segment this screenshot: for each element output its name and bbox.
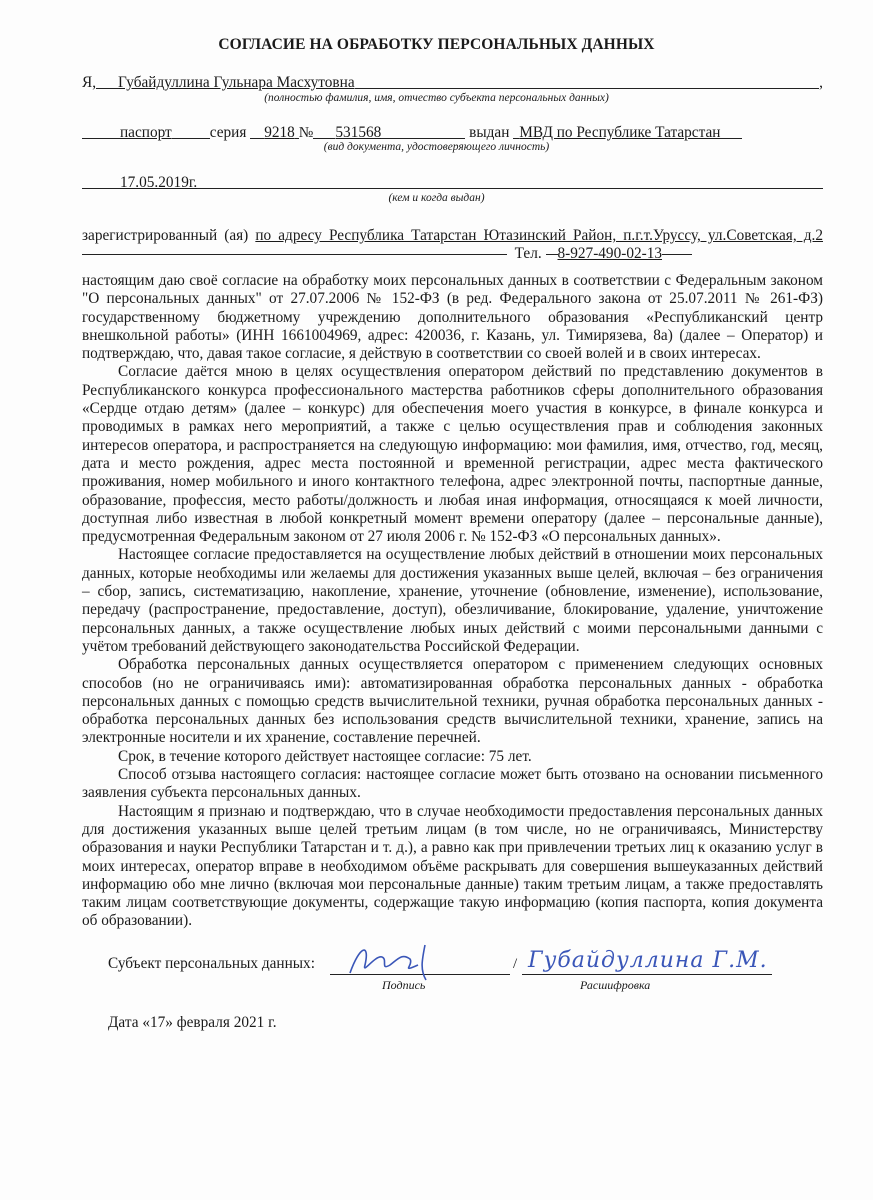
document-line	[82, 124, 823, 142]
number: 531568	[335, 124, 382, 141]
separator: /	[513, 956, 518, 972]
paragraph: Способ отзыва настоящего согласия: настоящее согласие может быть отозвано на основании письменного заявления субъекта персональных данных.	[82, 766, 823, 802]
paragraph: Срок, в течение которого действует настоящее согласие: 75 лет.	[118, 747, 532, 765]
consent-body	[82, 272, 823, 931]
decipher-caption: Расшифровка	[580, 978, 651, 992]
issue-date: 17.05.2019г.	[120, 174, 198, 191]
full-name: Губайдуллина Гульнара Масхутовна	[118, 74, 355, 91]
issue-caption: (кем и когда выдан)	[388, 192, 485, 204]
address-label: зарегистрированный (ая)	[82, 227, 249, 244]
paragraph: настоящим даю своё согласие на обработку моих персональных данных в соответствии с Федеральным законом "О персональных данных" от 27.07.2006 № 152-ФЗ (в ред. Федерального закона от 25.07.2011 № 261-ФЗ) государственному бюджетному учреждению дополнительного образования «Республиканский центр внешкольной работы» (ИНН 1661004969, адрес: 420036, г. Казань, ул. Тимирязева, 8а) (далее – Оператор) и подтверждаю, что, давая такое согласие, я действую в соответствии со своей волей и в своих интересах.	[82, 272, 823, 363]
series: 9218	[264, 124, 295, 141]
paragraph: Согласие даётся мною в целях осуществления оператором действий по представлению документов в Республиканского конкурса профессионального мастерства работников сферы дополнительного образования «Сердце отдаю детям» (далее – конкурс) для обеспечения моего участия в конкурсе, в финале конкурса и проводимых в рамках него мероприятий, а также с целью осуществления прав и соблюдения законных интересов оператора, и распространяется на следующую информацию: мои фамилия, имя, отчество, год, месяц, дата и место рождения, адрес места постоянной и временной регистрации, адрес места фактического проживания, номер мобильного и иного контактного телефона, адрес электронной почты, паспортные данные, образование, профессия, место работы/должность и любая иная информация, относящаяся к моей личности, доступная либо известная в любой конкретный момент времени оператору (далее – персональные данные), предусмотренная Федеральным законом от 27 июля 2006 г. № 152-ФЗ «О персональных данных».	[82, 363, 823, 546]
address-block	[82, 227, 823, 264]
phone-label: Тел.	[514, 245, 542, 263]
address-value: по адресу Республика Татарстан Ютазинский Район, п.г.т.Уруссу, ул.Советская, д.2	[255, 227, 823, 244]
handwritten-name: Губайдуллина Г.М.	[528, 948, 768, 973]
phone: 8-927-490-02-13	[557, 245, 663, 263]
paragraph: Обработка персональных данных осуществляется оператором с применением следующих основных способов (но не ограничиваясь ими): автоматизированная обработка персональных данных - обработка персональных данных с помощью средств вычислительной техники, ручная обработка персональных данных - обработка персональных данных без использования средств вычислительной техники, хранение, запись на электронные носители и их хранение, составление перечней.	[82, 656, 823, 747]
issued-label: выдан	[469, 124, 510, 141]
series-label: серия	[209, 124, 247, 141]
document-type: паспорт	[120, 124, 172, 141]
date-line: Дата «17» февраля 2021 г.	[108, 1014, 277, 1031]
signature-caption: Подпись	[382, 978, 426, 992]
handwritten-signature-icon	[330, 935, 470, 985]
issued-by: МВД по Республике Татарстан	[519, 124, 721, 141]
full-name-line: Я, Губайдуллина Гульнара Масхутовна ,	[82, 74, 823, 91]
paragraph: Настоящим я признаю и подтверждаю, что в случае необходимости предоставления персональных данных для достижения указанных выше целей третьим лицам (в том числе, но не ограничиваясь, Министерству образования и науки Республики Татарстан и т. д.), а равно как при привлечении третьих лиц к оказанию услуг в моих интересах, оператор вправе в необходимом объёме раскрывать для совершения вышеуказанных действий информацию обо мне лично (включая мои персональные данные) таким третьим лицам, а также предоставлять таким лицам соответствующие документы, содержащие такую информацию (копия паспорта, копия документа об образовании).	[82, 802, 823, 930]
full-name-caption: (полностью фамилия, имя, отчество субъекта персональных данных)	[264, 92, 609, 104]
number-label: №	[298, 124, 314, 141]
issue-date-line	[82, 174, 823, 192]
document-caption: (вид документа, удостоверяющего личность)	[323, 141, 550, 153]
decipher-line	[522, 974, 772, 975]
paragraph: Настоящее согласие предоставляется на осуществление любых действий в отношении моих персональных данных, которые необходимы или желаемы для достижения указанных выше целей, включая – без ограничения – сбор, запись, систематизацию, накопление, хранение, уточнение (обновление, изменение), использование, передачу (распространение, предоставление, доступ), обезличивание, блокирование, удаление, уничтожение персональных данных, а также осуществление любых иных действий с моими персональными данными с учётом требований действующего законодательства Российской Федерации.	[82, 546, 823, 655]
document-title: СОГЛАСИЕ НА ОБРАБОТКУ ПЕРСОНАЛЬНЫХ ДАННЫХ	[218, 36, 655, 53]
signature-label: Субъект персональных данных:	[108, 955, 315, 972]
prefix: Я,	[82, 74, 97, 91]
